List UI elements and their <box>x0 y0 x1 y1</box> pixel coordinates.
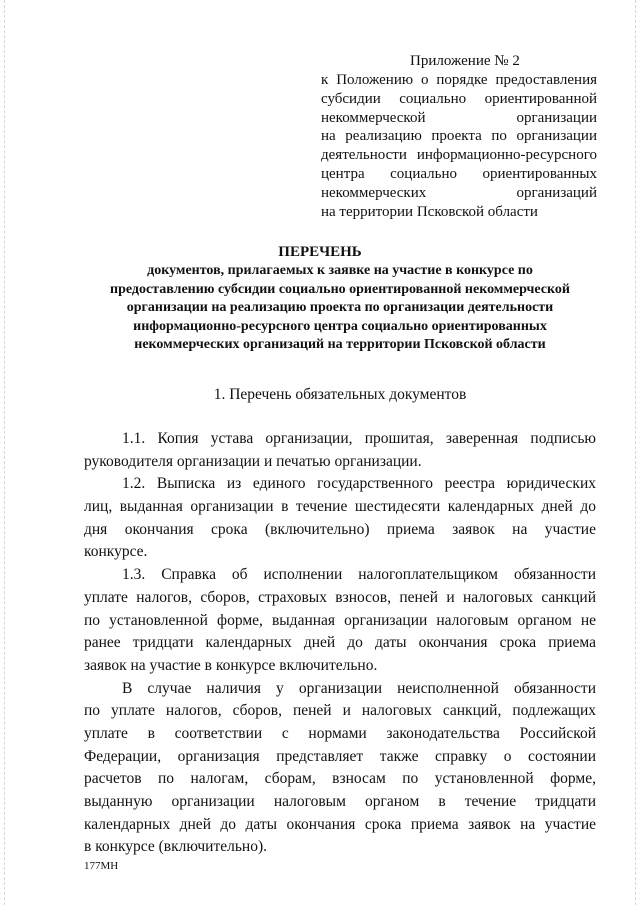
paragraph-1-2 <box>84 473 596 564</box>
scan-edge-right <box>635 0 636 905</box>
paragraph-line: 1.2. Выписка из единого государственного реестра юридических <box>122 475 596 493</box>
scan-edge-left <box>4 0 5 905</box>
appendix-title: Приложение № 2 <box>410 53 520 69</box>
document-subtitle <box>100 262 580 355</box>
paragraph-line: заявок на участие в конкурсе включительно. <box>84 656 378 674</box>
subtitle-line: организации на реализацию проекта по организации деятельности <box>126 300 554 316</box>
appendix-line: деятельности информационно-ресурсного <box>321 147 597 164</box>
appendix-line: к Положению о порядке предоставления <box>321 72 597 88</box>
paragraph-1-3 <box>84 564 596 677</box>
paragraph-line: лиц, выданная организации в течение шестидесяти календарных дней до <box>84 498 596 516</box>
paragraph-line: 1.3. Справка об исполнении налогоплательщиком обязанности <box>122 566 596 584</box>
appendix-line: на реализацию проекта по организации <box>321 128 597 145</box>
appendix-line: некоммерческих организаций <box>321 184 597 201</box>
paragraph-line: календарных дней до даты окончания срока приема заявок на участие <box>84 815 596 833</box>
section-heading: 1. Перечень обязательных документов <box>213 386 467 403</box>
document-body <box>84 428 596 859</box>
subtitle-line: документов, прилагаемых к заявке на участие в конкурсе по <box>147 263 533 278</box>
paragraph-line: в конкурсе (включительно). <box>84 838 267 856</box>
paragraph-line: выданную организации налоговым органом в течение тридцати <box>84 793 596 810</box>
paragraph-line: уплате налогов, сборов, страховых взносов, пеней и налоговых санкций <box>84 588 596 606</box>
paragraph-line: ранее тридцати календарных дней до даты окончания срока приема <box>84 634 596 652</box>
footer-code: 177МН <box>84 860 119 872</box>
document-title: ПЕРЕЧЕНЬ <box>278 244 362 260</box>
paragraph-1-1 <box>84 428 596 473</box>
paragraph-tax-debt <box>84 678 596 860</box>
appendix-line: на территории Псковской области <box>321 203 538 220</box>
paragraph-line: конкурсе. <box>84 543 148 561</box>
subtitle-line: предоставлению субсидии социально ориентированной некоммерческой <box>110 281 570 297</box>
appendix-line: субсидии социально ориентированной <box>321 90 597 107</box>
appendix-reference <box>321 71 597 221</box>
paragraph-line: В случае наличия у организации неисполненной обязанности <box>122 679 596 697</box>
paragraph-line: по уплате налогов, сборов, пеней и налоговых санкций, подлежащих <box>84 702 596 720</box>
paragraph-line: расчетов по налогам, сборам, взносам по установленной форме, <box>84 770 596 788</box>
appendix-line: центра социально ориентированных <box>321 165 597 182</box>
subtitle-line: некоммерческих организаций на территории Псковской области <box>134 337 546 353</box>
paragraph-line: Федерации, организация представляет также справку о состоянии <box>84 747 596 765</box>
paragraph-line: дня окончания срока (включительно) приема заявок на участие <box>84 520 596 538</box>
subtitle-line: информационно-ресурсного центра социально ориентированных <box>133 318 547 334</box>
paragraph-line: руководителя организации и печатью организации. <box>84 452 422 470</box>
paragraph-line: по установленной форме, выданная организации налоговым органом не <box>84 611 596 629</box>
appendix-line: некоммерческой организации <box>321 109 597 126</box>
paragraph-line: 1.1. Копия устава организации, прошитая, заверенная подписью <box>122 430 596 447</box>
paragraph-line: уплате в соответствии с нормами законодательства Российской <box>84 724 596 742</box>
